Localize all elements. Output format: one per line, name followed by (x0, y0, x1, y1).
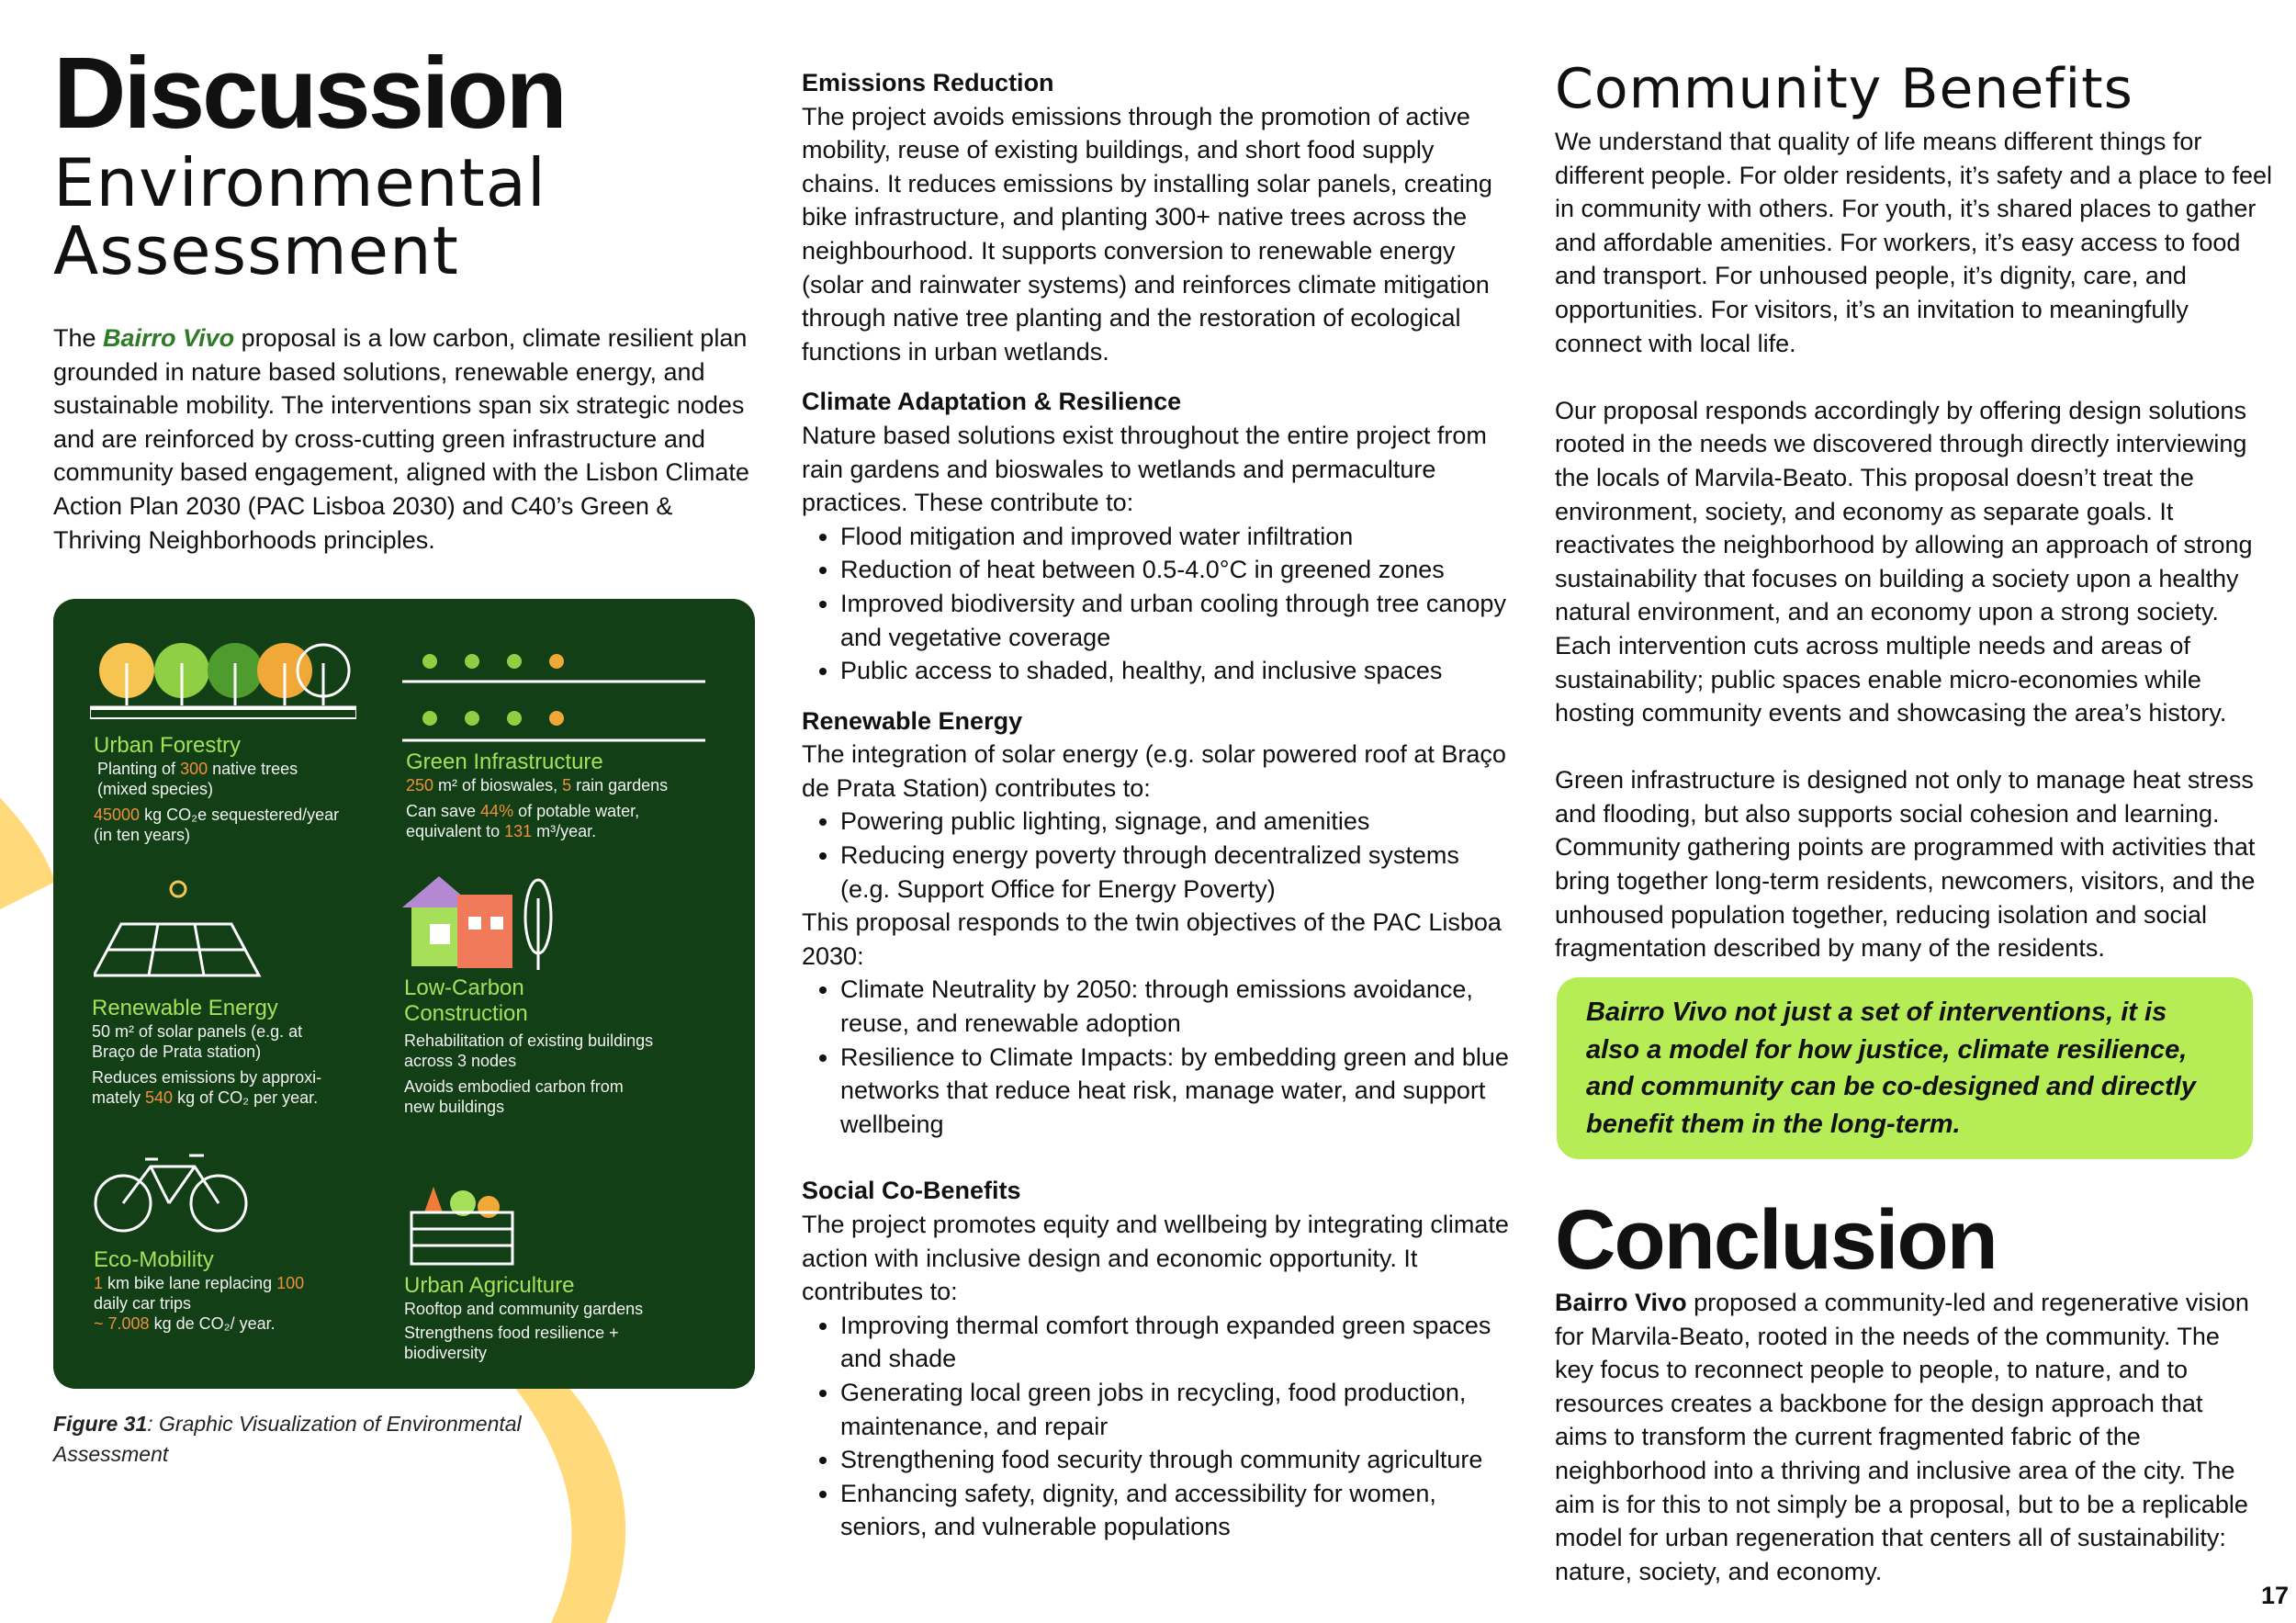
seedlings-icon (402, 626, 705, 746)
renewable-text: The integration of solar energy (e.g. solar powered roof at Braço de Prata Station) contributes to: (802, 740, 1506, 802)
list-item: • Reduction of heat between 0.5-4.0°C in greened zones (840, 553, 1509, 587)
renewable-list (802, 805, 1509, 906)
renewable-heading: Renewable Energy (802, 706, 1023, 735)
urban-agriculture-block: Urban Agriculture Rooftop and community gardens Strengthens food resilience + biodiversity (404, 1273, 735, 1363)
adaptation-heading: Climate Adaptation & Resilience (802, 388, 1182, 416)
list-item: • Resilience to Climate Impacts: by embedding green and blue networks that reduce heat risk, manage water, and support wellbeing (840, 1041, 1509, 1142)
emissions-section (802, 66, 1509, 368)
community-benefits-heading: Community Benefits (1555, 57, 2133, 121)
community-paragraph-1: We understand that quality of life means different things for different people. For older residents, it’s safety and a place to feel in community with others. For youth, it’s shared places to gather and affordable amenities. For workers, it’s easy access to food and transport. For unhoused people, it’s dignity, care, and opportunities. For visitors, it’s an invitation to meaningfully connect with local life. (1555, 128, 2272, 357)
list-item: • Improving thermal comfort through expanded green spaces and shade (840, 1309, 1509, 1376)
page-title: Discussion (53, 37, 565, 150)
callout-box (1557, 977, 2253, 1159)
house-icon (402, 871, 558, 972)
pac-objectives-list (802, 973, 1509, 1141)
green-infrastructure-block: Green Infrastructure 250 m² of bioswales, 5 rain gardens Can save 44% of potable water, equivalent to 131 m³/year. (406, 750, 737, 841)
urban-agriculture-title: Urban Agriculture (404, 1273, 575, 1298)
brand-name: Bairro Vivo (103, 324, 235, 352)
renewable-text-2: This proposal responds to the twin objectives of the PAC Lisboa 2030: (802, 908, 1502, 970)
list-item: • Strengthening food security through community agriculture (840, 1443, 1509, 1477)
conclusion-heading: Conclusion (1555, 1193, 1997, 1287)
list-item: • Public access to shaded, healthy, and inclusive spaces (840, 654, 1509, 688)
middle-column (802, 66, 1509, 1544)
social-section (802, 1174, 1509, 1544)
conclusion-paragraph: Bairro Vivo proposed a community-led and regenerative vision for Marvila-Beato, rooted in the needs of the community. The key focus to reconnect people to people, to nature, and to resources creates a backbone for the design approach that aims to transform the current fragmented fabric of the neighborhood into a thriving and inclusive area of the city. The aim is for this to not simply be a proposal, but to be a replicable model for urban regeneration that centers all of sustainability: nature, society, and economy. (1555, 1289, 2249, 1585)
emissions-heading: Emissions Reduction (802, 69, 1054, 96)
solar-panel-icon (94, 874, 268, 985)
social-heading: Social Co-Benefits (802, 1177, 1021, 1205)
intro-paragraph: The Bairro Vivo proposal is a low carbon, climate resilient plan grounded in nature based solutions, renewable energy, and sustainable mobility. The interventions span six strategic nodes and are reinforced by cross-cutting green infrastructure and community based engagement, aligned with the Lisbon Climate Action Plan 2030 (PAC Lisboa 2030) and C40’s Green & Thriving Neighborhoods principles. (53, 324, 749, 554)
figure-caption: Figure 31: Graphic Visualization of Environmental Assessment (53, 1412, 522, 1466)
social-text: The project promotes equity and wellbeing by integrating climate action with inclusive design and economic opportunity. It contributes to: (802, 1211, 1509, 1306)
list-item: • Powering public lighting, signage, and amenities (840, 805, 1509, 839)
community-paragraph-3: Green infrastructure is designed not only to manage heat stress and flooding, but also supports social cohesion and learning. Community gathering points are programmed with activities that bring together long-term residents, newcomers, visitors, and the unhoused population together, reducing isolation and social fragmentation described by many of the residents. (1555, 766, 2256, 963)
callout-text: Bairro Vivo not just a set of interventions, it is also a model for how justice, climate resilience, and community can be co-designed and directly benefit them in the long-term. (1586, 997, 2196, 1139)
social-list (802, 1309, 1509, 1544)
adaptation-list (802, 520, 1509, 688)
adaptation-section (802, 385, 1509, 687)
community-paragraph-2: Our proposal responds accordingly by offering design solutions rooted in the needs we discovered through directly interviewing the locals of Marvila-Beato. This proposal doesn’t treat the environment, society, and economy as separate goals. It reactivates the neighborhood by allowing an approach of strong sustainability that focuses on building a society upon a healthy natural environment, and an economy upon a strong society. Each intervention cuts across multiple needs and areas of sustainability; public spaces enable micro-economies while hosting community events and showcasing the area’s history. (1555, 396, 2253, 727)
renewable-energy-block: Renewable Energy 50 m² of solar panels (e.g. at Braço de Prata station) Reduces emissions by approxi- mately 540 kg of CO₂ per year. (92, 996, 386, 1108)
vegetable-crate-icon (406, 1176, 525, 1268)
trees-icon (90, 636, 356, 724)
low-carbon-title: Low-Carbon (404, 975, 524, 1000)
list-item: • Reducing energy poverty through decentralized systems (e.g. Support Office for Energy Poverty) (840, 839, 1509, 906)
emissions-text: The project avoids emissions through the promotion of active mobility, reuse of existing buildings, and short food supply chains. It reduces emissions by installing solar panels, creating bike infrastructure, and planting 300+ native trees across the neighbourhood. It supports conversion to renewable energy (solar and rainwater systems) and reinforces climate mitigation through native tree planting and the restoration of ecological functions in urban wetlands. (802, 102, 1492, 366)
section-subtitle: Environmental Assessment (53, 144, 546, 289)
bicycle-icon (94, 1146, 250, 1238)
renewable-section (802, 704, 1509, 1142)
list-item: • Climate Neutrality by 2050: through emissions avoidance, reuse, and renewable adoption (840, 973, 1509, 1040)
list-item: • Flood mitigation and improved water infiltration (840, 520, 1509, 554)
environmental-infographic (53, 599, 755, 1389)
adaptation-text: Nature based solutions exist throughout the entire project from rain gardens and bioswales to wetlands and permaculture practices. These contribute to: (802, 421, 1487, 517)
list-item: • Generating local green jobs in recycling, food production, maintenance, and repair (840, 1376, 1509, 1443)
eco-mobility-title: Eco-Mobility (94, 1247, 214, 1272)
eco-mobility-block: Eco-Mobility 1 km bike lane replacing 100 daily car trips ~ 7.008 kg de CO₂/ year. (94, 1247, 388, 1334)
urban-forestry-title: Urban Forestry (94, 733, 242, 758)
list-item: • Improved biodiversity and urban cooling through tree canopy and vegetative coverage (840, 587, 1509, 654)
page-number: 17 (2261, 1582, 2290, 1609)
low-carbon-block: Low-Carbon Construction Rehabilitation of existing buildings across 3 nodes Avoids embodied carbon from new buildings (404, 975, 735, 1117)
urban-forestry-block: Urban Forestry Planting of 300 native trees (mixed species) 45000 kg CO₂e sequestered/year (in ten years) (94, 733, 388, 845)
community-benefits-text (1555, 125, 2280, 998)
renewable-energy-title: Renewable Energy (92, 996, 278, 1020)
list-item: • Enhancing safety, dignity, and accessibility for women, seniors, and vulnerable populations (840, 1477, 1509, 1544)
brand-name: Bairro Vivo (1555, 1289, 1687, 1316)
green-infrastructure-title: Green Infrastructure (406, 750, 603, 774)
